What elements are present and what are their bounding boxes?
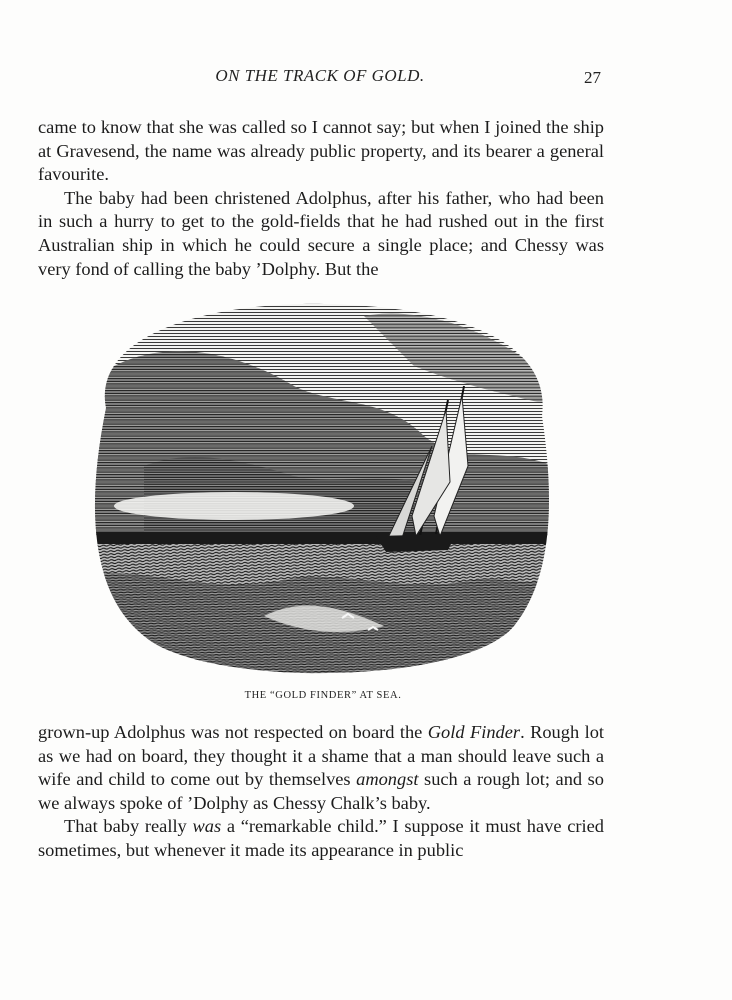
paragraph-remarkable-child: [38, 815, 604, 862]
ship-name-italic: Gold Finder: [427, 722, 521, 742]
ship-at-sea-engraving: [84, 296, 554, 680]
text-run: a “remarkable child.” I suppose it must have cried sometimes, but whenever it made its appearance in public: [38, 816, 605, 860]
italic-word: amongst: [356, 769, 419, 790]
text-run: grown-up Adolphus was not respected on board the: [38, 722, 428, 742]
page-number: 27: [584, 68, 601, 87]
running-title: ON THE TRACK OF GOLD.: [215, 66, 425, 85]
text-block-bottom: [38, 721, 604, 863]
paragraph-continued: came to know that she was called so I cannot say; but when I joined the ship at Gravesend, the name was already public property, and its bearer a general favourite.: [38, 117, 604, 185]
text-run: That baby really: [64, 816, 193, 837]
engraving-body: [84, 296, 554, 680]
text-run: such a rough lot; and so we always spoke of ’Dolphy as Chessy Chalk’s baby.: [38, 769, 604, 813]
paragraph-grown-up-adolphus: [38, 721, 604, 815]
text-block-top: [38, 116, 604, 281]
figure-caption: THE “GOLD FINDER” AT SEA.: [244, 690, 402, 701]
italic-word: was: [192, 816, 222, 837]
text-run: . Rough lot as we had on board, they thought it a shame that a man should leave such a wife and child to come out by themselves: [38, 722, 604, 790]
paragraph-adolphus: The baby had been christened Adolphus, after his father, who had been in such a hurry to get to the gold-fields that he had rushed out in the first Australian ship in which he could secure a single place; and Chessy was very fond of calling the baby ’Dolphy. But the: [38, 187, 604, 279]
